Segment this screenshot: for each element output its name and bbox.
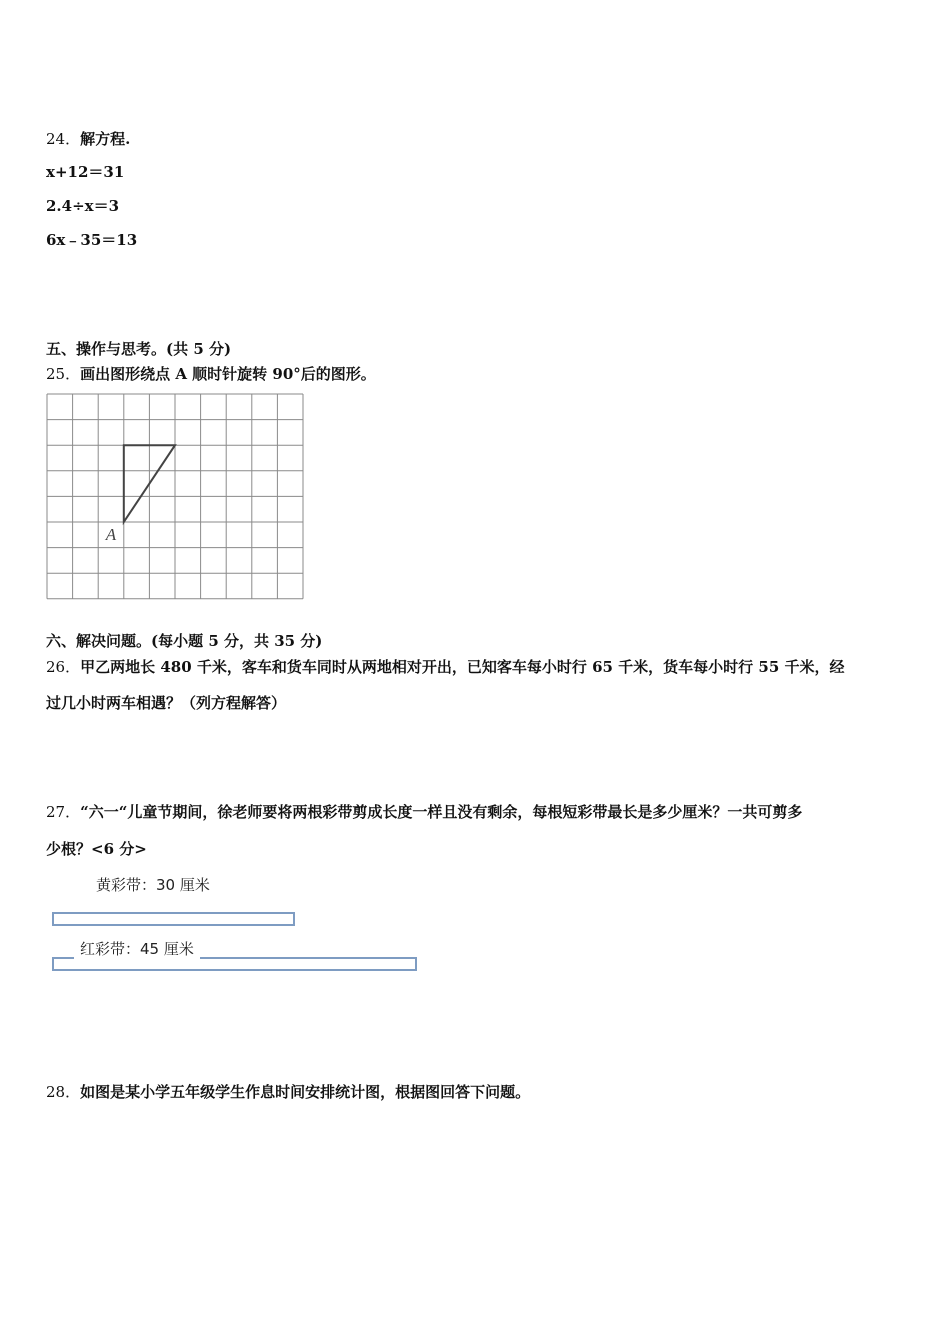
yellow-ribbon-bar <box>52 912 295 926</box>
q27-number: 27． <box>46 803 81 821</box>
q28-prompt <box>46 1081 530 1102</box>
red-ribbon-bar <box>52 957 417 971</box>
q24-heading <box>46 128 130 149</box>
q26-text-1: 甲乙两地长 480 千米，客车和货车同时从两地相对开出，已知客车每小时行 65 千米，货车每小时行 55 千米，经 <box>80 658 845 676</box>
q27-line1 <box>46 801 802 822</box>
q24-number: 24． <box>46 130 81 148</box>
q25-text: 画出图形绕点 A 顺时针旋转 90°后的图形。 <box>80 365 376 383</box>
point-a-label: A <box>105 525 117 544</box>
red-ribbon-label: 红彩带：45 厘米 <box>74 938 200 959</box>
yellow-ribbon-label: 黄彩带：30 厘米 <box>96 876 210 894</box>
q25-grid-figure <box>46 393 306 607</box>
q26-line2: 过几小时两车相遇？（列方程解答） <box>46 694 287 712</box>
section6-heading: 六、解决问题。(每小题 5 分，共 35 分) <box>46 632 323 650</box>
q24-equation-2: 2.4÷x＝3 <box>46 197 120 215</box>
q28-text: 如图是某小学五年级学生作息时间安排统计图，根据图回答下问题。 <box>80 1083 531 1101</box>
q25-prompt <box>46 363 376 384</box>
q27-text-1: “六一“儿童节期间，徐老师要将两根彩带剪成长度一样且没有剩余，每根短彩带最长是多少厘米？一共可剪多 <box>80 803 803 821</box>
q24-title: 解方程. <box>80 130 131 148</box>
q26-line1 <box>46 656 845 677</box>
q24-equation-1: x+12＝31 <box>46 163 125 181</box>
q28-number: 28． <box>46 1083 81 1101</box>
q27-line2: 少根？<6 分> <box>46 840 147 858</box>
rotation-grid <box>46 393 306 603</box>
q24-equation-3: 6x﹣35＝13 <box>46 231 138 249</box>
q26-number: 26． <box>46 658 81 676</box>
q25-number: 25． <box>46 365 81 383</box>
section5-heading: 五、操作与思考。(共 5 分) <box>46 340 232 358</box>
